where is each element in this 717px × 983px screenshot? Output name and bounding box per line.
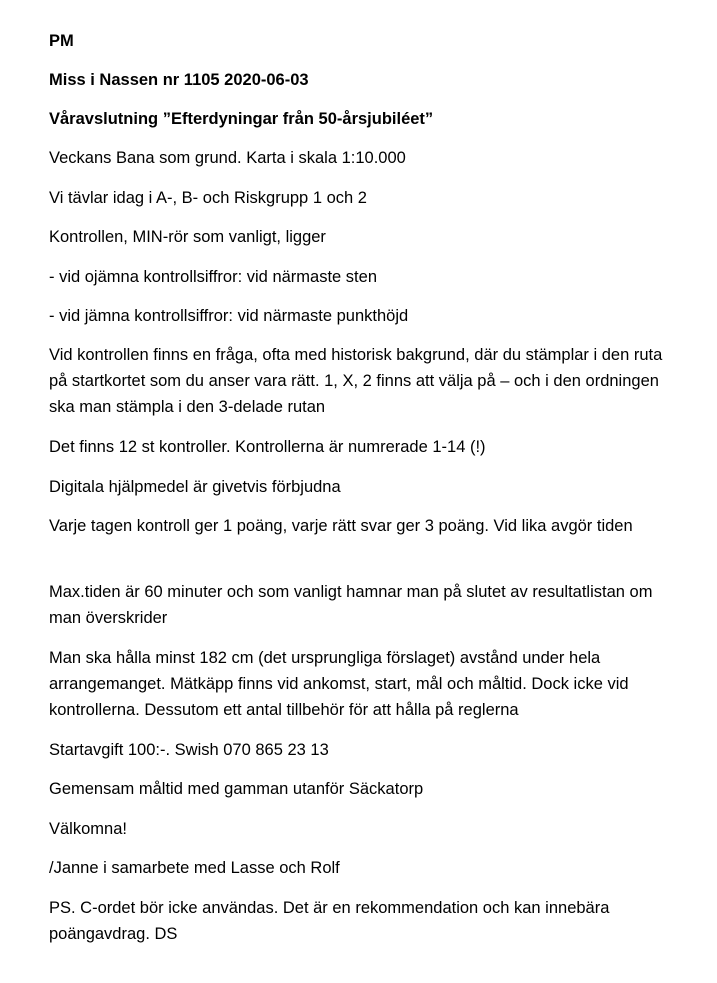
paragraph-max-time: Max.tiden är 60 minuter och som vanligt hamnar man på slutet av resultatlistan om man överskrider <box>49 583 653 627</box>
paragraph-even-controls: - vid jämna kontrollsiffror: vid närmaste punkthöjd <box>49 307 409 325</box>
paragraph-question: Vid kontrollen finns en fråga, ofta med historisk bakgrund, där du stämplar i den ruta på startkortet som du anser vara rätt. 1, X, 2 finns att välja på – och i den ordningen ska man stämpla i den 3-delade rutan <box>49 346 663 416</box>
paragraph-controls: Kontrollen, MIN-rör som vanligt, ligger <box>49 228 326 246</box>
paragraph-control-count: Det finns 12 st kontroller. Kontrollerna är numrerade 1-14 (!) <box>49 438 486 456</box>
paragraph-groups: Vi tävlar idag i A-, B- och Riskgrupp 1 och 2 <box>49 189 367 207</box>
document-subheading: Miss i Nassen nr 1105 2020-06-03 <box>49 71 309 89</box>
paragraph-meal: Gemensam måltid med gamman utanför Säckatorp <box>49 780 424 798</box>
paragraph-signature: /Janne i samarbete med Lasse och Rolf <box>49 859 340 877</box>
paragraph-digital-aids: Digitala hjälpmedel är givetvis förbjudna <box>49 478 341 496</box>
paragraph-fee: Startavgift 100:-. Swish 070 865 23 13 <box>49 741 329 759</box>
document-title: Våravslutning ”Efterdyningar från 50-årsjubiléet” <box>49 110 434 128</box>
paragraph-odd-controls: - vid ojämna kontrollsiffror: vid närmaste sten <box>49 268 377 286</box>
paragraph-distance: Man ska hålla minst 182 cm (det ursprungliga förslaget) avstånd under hela arrangemanget. Mätkäpp finns vid ankomst, start, mål och måltid. Dock icke vid kontrollerna. Dessutom ett antal tillbehör för att hålla på reglerna <box>49 649 629 719</box>
document-heading: PM <box>49 32 74 50</box>
paragraph-scoring: Varje tagen kontroll ger 1 poäng, varje rätt svar ger 3 poäng. Vid lika avgör tiden <box>49 517 633 535</box>
paragraph-ps: PS. C-ordet bör icke användas. Det är en rekommendation och kan innebära poängavdrag. DS <box>49 899 610 943</box>
paragraph-map: Veckans Bana som grund. Karta i skala 1:10.000 <box>49 149 406 167</box>
paragraph-welcome: Välkomna! <box>49 820 127 838</box>
